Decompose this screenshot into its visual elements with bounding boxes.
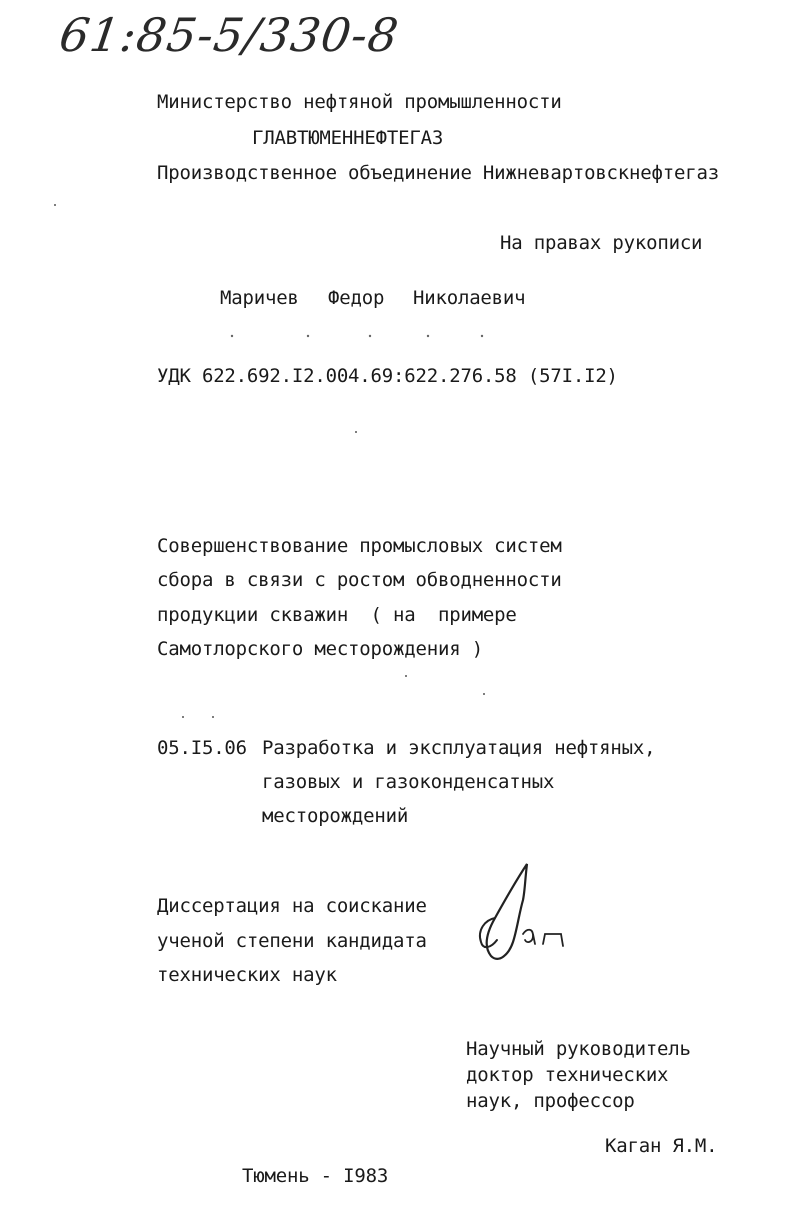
- scan-speck: [54, 204, 56, 206]
- author-patronymic: Николаевич: [413, 287, 526, 309]
- handwritten-signature: [465, 860, 575, 970]
- dissertation-line-1: Диссертация на соискание: [157, 895, 427, 917]
- dotted-separator: [220, 332, 540, 340]
- dissertation-line-3: технических наук: [157, 964, 337, 986]
- scan-speck: [405, 675, 407, 677]
- title-line-4: Самотлорского месторождения ): [157, 638, 483, 660]
- dissertation-line-2: ученой степени кандидата: [157, 930, 427, 952]
- rights-note: На правах рукописи: [500, 232, 703, 254]
- title-line-2: сбора в связи с ростом обводненности: [157, 569, 562, 591]
- specialty-line-3: месторождений: [262, 805, 409, 827]
- author-first-name: Федор: [328, 287, 385, 309]
- title-line-1: Совершенствование промысловых систем: [157, 535, 562, 557]
- supervisor-line-3: наук, профессор: [466, 1090, 635, 1112]
- supervisor-line-2: доктор технических: [466, 1064, 669, 1086]
- scan-speck: [212, 716, 214, 718]
- supervisor-name: Каган Я.М.: [605, 1135, 718, 1157]
- archive-number: 61:85-5/330-8: [56, 8, 403, 62]
- specialty-line-2: газовых и газоконденсатных: [262, 771, 555, 793]
- ministry-line: Министерство нефтяной промышленности: [157, 91, 562, 113]
- scan-speck: [483, 693, 485, 695]
- specialty-code: 05.I5.06: [157, 737, 247, 759]
- title-line-3: продукции скважин ( на примере: [157, 604, 517, 626]
- supervisor-line-1: Научный руководитель: [466, 1038, 691, 1060]
- scan-speck: [355, 431, 357, 433]
- scan-speck: [182, 716, 184, 718]
- department-line: ГЛАВТЮМЕННЕФТЕГАЗ: [252, 127, 444, 149]
- specialty-line-1: Разработка и эксплуатация нефтяных,: [262, 737, 656, 759]
- place-year: Тюмень - I983: [242, 1165, 389, 1187]
- udc-code: УДК 622.692.I2.004.69:622.276.58 (57I.I2): [157, 365, 618, 387]
- author-surname: Маричев: [220, 287, 299, 309]
- association-line: Производственное объединение Нижневартовскнефтегаз: [157, 162, 719, 184]
